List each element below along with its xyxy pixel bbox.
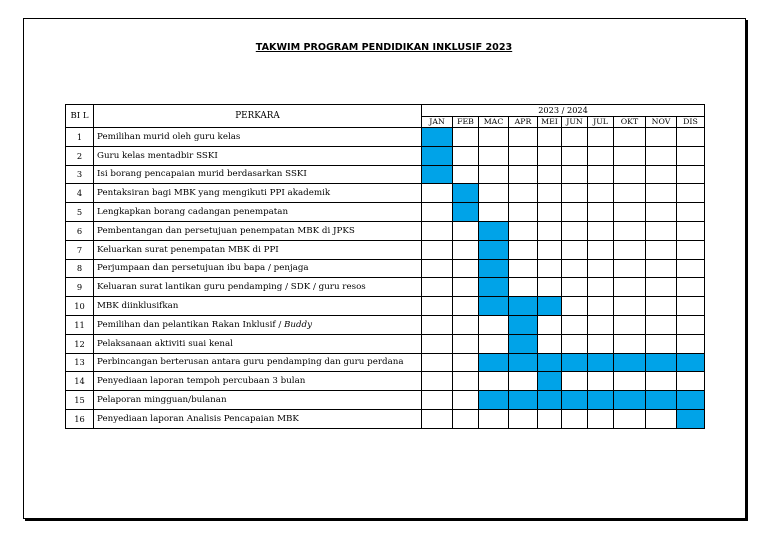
row-activity-text: Pemilihan dan pelantikan Rakan Inklusif / [97,319,285,330]
schedule-cell [588,221,614,240]
schedule-cell-filled [509,297,538,316]
row-number: 7 [66,240,94,259]
schedule-cell [453,146,479,165]
schedule-cell [479,165,509,184]
row-number: 11 [66,315,94,334]
schedule-cell [677,184,705,203]
row-number: 14 [66,372,94,391]
row-activity-text: Isi borang pencapaian murid berdasarkan SSKI [97,169,307,180]
schedule-cell [562,146,588,165]
month-header-okt: OKT [614,117,646,128]
schedule-cell-filled [677,409,705,428]
schedule-cell [677,240,705,259]
schedule-cell [562,315,588,334]
schedule-cell [479,315,509,334]
row-activity-text: Perjumpaan dan persetujuan ibu bapa / penjaga [97,263,309,274]
schedule-cell [422,259,453,278]
schedule-cell [677,372,705,391]
schedule-cell [453,297,479,316]
schedule-cell [453,221,479,240]
schedule-cell [538,203,562,222]
schedule-cell-filled [479,259,509,278]
schedule-cell [453,353,479,372]
month-header-jul: JUL [588,117,614,128]
row-activity [94,184,422,203]
schedule-cell [677,334,705,353]
row-activity [94,334,422,353]
schedule-cell [562,221,588,240]
schedule-cell [677,146,705,165]
schedule-cell [614,297,646,316]
schedule-cell [614,259,646,278]
schedule-cell-filled [588,353,614,372]
row-activity-text: Pemilihan murid oleh guru kelas [97,131,241,142]
schedule-cell [453,315,479,334]
table-row [66,278,705,297]
schedule-cell [646,409,677,428]
schedule-cell [538,184,562,203]
table-row [66,297,705,316]
row-activity-italic-text: Buddy [284,319,313,330]
row-activity [94,297,422,316]
schedule-cell [422,278,453,297]
schedule-cell [646,278,677,297]
schedule-cell [646,372,677,391]
table-row [66,315,705,334]
schedule-cell [614,184,646,203]
schedule-cell [677,315,705,334]
schedule-cell-filled [509,334,538,353]
schedule-cell [614,409,646,428]
schedule-cell [479,128,509,147]
row-number: 8 [66,259,94,278]
schedule-cell-filled [509,391,538,410]
schedule-cell [509,259,538,278]
schedule-cell [453,372,479,391]
schedule-cell [614,203,646,222]
row-number: 2 [66,146,94,165]
row-number: 10 [66,297,94,316]
table-row [66,184,705,203]
schedule-cell-filled [509,353,538,372]
schedule-cell-filled [509,315,538,334]
schedule-cell [562,409,588,428]
schedule-cell [588,278,614,297]
month-header-jun: JUN [562,117,588,128]
row-activity [94,221,422,240]
schedule-cell [614,240,646,259]
row-number: 1 [66,128,94,147]
schedule-cell [509,221,538,240]
schedule-cell [646,221,677,240]
program-schedule-table [65,104,705,429]
row-activity-text: Keluaran surat lantikan guru pendamping / SDK / guru resos [97,282,366,293]
table-row [66,240,705,259]
schedule-cell [588,372,614,391]
schedule-cell [562,334,588,353]
month-header-apr: APR [509,117,538,128]
schedule-cell-filled [453,184,479,203]
row-number: 16 [66,409,94,428]
schedule-cell [453,409,479,428]
schedule-cell [677,297,705,316]
row-activity-text: Pembentangan dan persetujuan penempatan MBK di JPKS [97,225,355,236]
row-activity [94,278,422,297]
schedule-cell [422,372,453,391]
schedule-cell-filled [677,391,705,410]
schedule-cell [479,372,509,391]
schedule-body [66,128,705,429]
row-number: 15 [66,391,94,410]
schedule-cell [646,128,677,147]
schedule-cell-filled [538,372,562,391]
row-number: 12 [66,334,94,353]
schedule-cell [588,184,614,203]
schedule-cell [422,184,453,203]
table-row [66,259,705,278]
schedule-cell [538,240,562,259]
schedule-cell [588,240,614,259]
row-number: 13 [66,353,94,372]
schedule-cell-filled [479,297,509,316]
schedule-cell [453,259,479,278]
schedule-cell [614,146,646,165]
schedule-cell-filled [562,391,588,410]
schedule-cell [538,334,562,353]
schedule-cell [538,278,562,297]
document-title: TAKWIM PROGRAM PENDIDIKAN INKLUSIF 2023 [255,42,513,53]
schedule-cell [614,278,646,297]
schedule-cell [422,353,453,372]
schedule-cell-filled [677,353,705,372]
row-activity [94,165,422,184]
row-activity-text: Pelaksanaan aktiviti suai kenal [97,338,233,349]
schedule-cell [453,128,479,147]
table-row [66,372,705,391]
row-activity-text: Guru kelas mentadbir SSKI [97,150,218,161]
schedule-cell [588,409,614,428]
schedule-cell [538,409,562,428]
schedule-cell [562,372,588,391]
month-header-feb: FEB [453,117,479,128]
schedule-cell [562,297,588,316]
schedule-cell [422,409,453,428]
schedule-cell [422,334,453,353]
table-row [66,391,705,410]
schedule-cell [588,146,614,165]
row-activity [94,409,422,428]
schedule-cell-filled [479,221,509,240]
schedule-cell [614,165,646,184]
month-header-mac: MAC [479,117,509,128]
schedule-cell-filled [538,391,562,410]
schedule-cell [677,128,705,147]
schedule-cell [509,372,538,391]
month-header-mei: MEI [538,117,562,128]
table-row [66,128,705,147]
schedule-cell-filled [479,240,509,259]
row-activity [94,353,422,372]
schedule-cell [453,278,479,297]
schedule-cell [479,146,509,165]
schedule-cell [588,315,614,334]
schedule-cell [453,391,479,410]
schedule-cell-filled [646,391,677,410]
row-activity [94,240,422,259]
year-header: 2023 / 2024 [422,105,705,117]
schedule-cell [646,315,677,334]
schedule-cell [479,334,509,353]
schedule-cell [509,128,538,147]
schedule-cell [538,259,562,278]
schedule-cell [677,165,705,184]
schedule-cell [538,315,562,334]
schedule-cell [509,240,538,259]
schedule-cell [479,203,509,222]
table-row [66,353,705,372]
schedule-cell [646,297,677,316]
schedule-cell [614,372,646,391]
schedule-cell [614,128,646,147]
schedule-cell-filled [422,128,453,147]
schedule-cell-filled [422,165,453,184]
table-row [66,165,705,184]
schedule-cell-filled [588,391,614,410]
schedule-cell [422,203,453,222]
row-number: 6 [66,221,94,240]
schedule-cell-filled [422,146,453,165]
month-header-jan: JAN [422,117,453,128]
schedule-cell [422,240,453,259]
row-number: 5 [66,203,94,222]
schedule-cell-filled [614,353,646,372]
row-activity-text: Penyediaan laporan tempoh percubaan 3 bulan [97,376,306,387]
schedule-cell [509,203,538,222]
schedule-cell [614,221,646,240]
row-activity [94,259,422,278]
schedule-cell [562,128,588,147]
schedule-cell [509,409,538,428]
month-header-nov: NOV [646,117,677,128]
month-header-dis: DIS [677,117,705,128]
schedule-cell [646,165,677,184]
schedule-cell [588,128,614,147]
schedule-cell-filled [538,297,562,316]
schedule-cell [453,334,479,353]
row-activity-text: Pelaporan mingguan/bulanan [97,395,227,406]
schedule-cell [588,203,614,222]
row-number: 3 [66,165,94,184]
schedule-cell [479,409,509,428]
schedule-cell-filled [538,353,562,372]
schedule-cell [588,165,614,184]
schedule-cell-filled [479,353,509,372]
row-activity-text: Penyediaan laporan Analisis Pencapaian MBK [97,413,299,424]
schedule-cell [646,203,677,222]
schedule-cell [646,259,677,278]
schedule-cell [588,334,614,353]
schedule-cell-filled [562,353,588,372]
schedule-cell [562,184,588,203]
row-activity-text: Keluarkan surat penempatan MBK di PPI [97,244,279,255]
schedule-cell [422,221,453,240]
schedule-cell [562,240,588,259]
schedule-cell [614,334,646,353]
row-activity [94,203,422,222]
schedule-cell [479,184,509,203]
row-activity-text: MBK diinklusifkan [97,301,179,312]
row-activity [94,128,422,147]
schedule-cell [538,221,562,240]
table-row [66,334,705,353]
schedule-cell [422,297,453,316]
schedule-cell [538,165,562,184]
row-activity-text: Pentaksiran bagi MBK yang mengikuti PPI akademik [97,188,331,199]
row-activity [94,391,422,410]
schedule-cell-filled [479,278,509,297]
column-header-perkara: PERKARA [94,105,422,128]
schedule-cell [646,240,677,259]
schedule-cell [509,184,538,203]
row-activity [94,372,422,391]
table-row [66,221,705,240]
schedule-cell [509,146,538,165]
schedule-cell-filled [614,391,646,410]
schedule-cell-filled [646,353,677,372]
schedule-cell [562,278,588,297]
row-activity [94,146,422,165]
schedule-cell [588,297,614,316]
schedule-cell [509,278,538,297]
schedule-cell [562,203,588,222]
schedule-cell [677,278,705,297]
schedule-cell [614,315,646,334]
schedule-cell-filled [479,391,509,410]
schedule-cell [646,146,677,165]
schedule-cell [562,165,588,184]
schedule-cell [453,240,479,259]
row-number: 9 [66,278,94,297]
schedule-cell [538,128,562,147]
schedule-cell [538,146,562,165]
schedule-cell [562,259,588,278]
schedule-cell [509,165,538,184]
schedule-cell [646,184,677,203]
table-row [66,409,705,428]
schedule-cell [588,259,614,278]
schedule-cell-filled [453,203,479,222]
schedule-cell [422,315,453,334]
schedule-cell [677,259,705,278]
schedule-cell [453,165,479,184]
schedule-cell [677,203,705,222]
table-row [66,203,705,222]
row-activity-text: Perbincangan berterusan antara guru pendamping dan guru perdana [97,357,404,368]
schedule-cell [677,221,705,240]
row-activity-text: Lengkapkan borang cadangan penempatan [97,207,289,218]
schedule-cell [646,334,677,353]
table-row [66,146,705,165]
schedule-cell [422,391,453,410]
column-header-bil: BI L [66,105,94,128]
row-activity [94,315,422,334]
row-number: 4 [66,184,94,203]
